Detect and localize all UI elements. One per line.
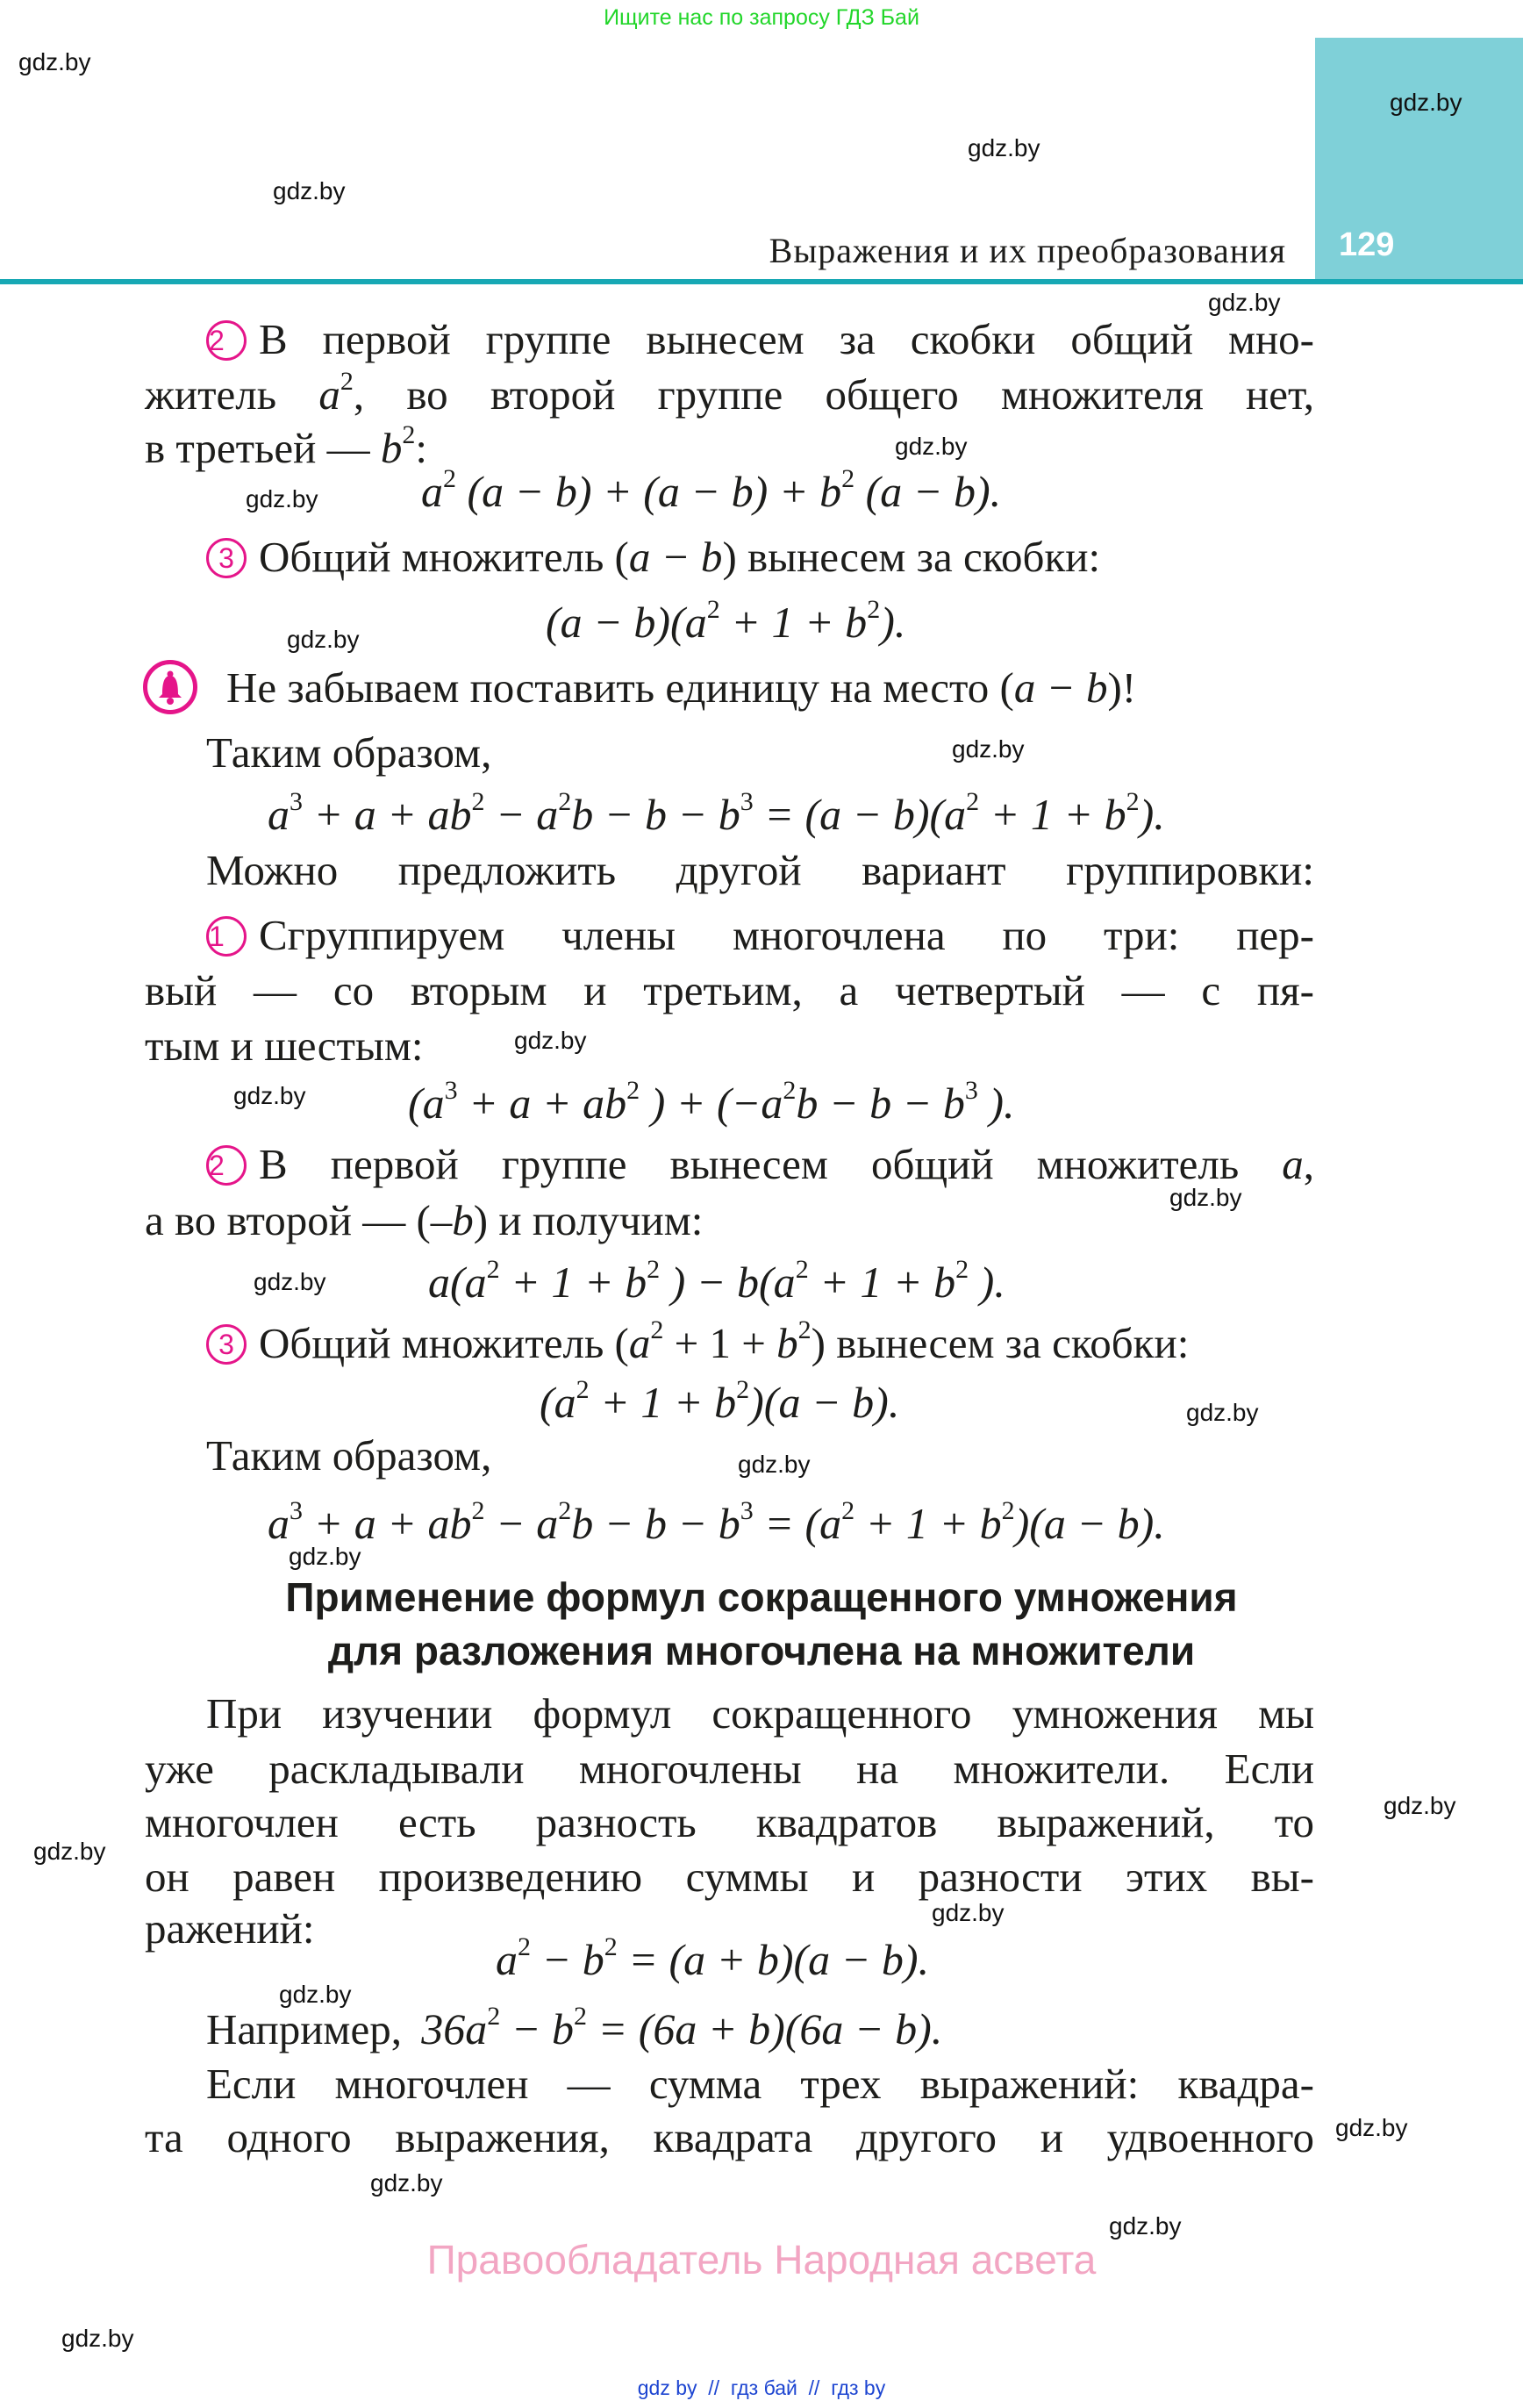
para1-line1: При изучении формул сокращенного умножения мы — [206, 1689, 1314, 1738]
text: , — [1303, 1140, 1314, 1188]
step2-line1 — [206, 313, 1314, 366]
copyright-notice: Правообладатель Народная асвета — [426, 2237, 1097, 2283]
watermark: gdz.by — [968, 134, 1040, 161]
page-number: 129 — [1339, 226, 1395, 263]
header-rule — [0, 279, 1523, 284]
step-number-3-icon: 3 — [206, 1324, 247, 1365]
para1-line4: он равен произведению суммы и разности этих вы- — [145, 1853, 1314, 1901]
watermark: gdz.by — [1109, 2212, 1182, 2240]
watermark: gdz.by — [279, 1981, 352, 2008]
step1b-line3: тым и шестым: — [145, 1021, 424, 1070]
text: )! — [1107, 663, 1137, 712]
step-number-1-icon: 1 — [206, 916, 247, 957]
text: житель — [145, 370, 277, 419]
running-title: Выражения и их преобразования — [769, 231, 1286, 270]
var: a − b — [628, 533, 723, 581]
text: ) вынесем за скобки: — [811, 1319, 1190, 1367]
text: ) вынесем за скобки: — [722, 533, 1101, 581]
watermark: gdz.by — [61, 2325, 134, 2352]
equation-4: ($a^3 + a + ab^2$ ) + ($-a^2b - b - b^3$ ). — [408, 1076, 1015, 1128]
step3b-line: 3 Общий множитель $(a^2 + 1 + b^2)$ вынесем за скобки: — [206, 1317, 1314, 1370]
watermark: gdz.by — [1186, 1399, 1259, 1426]
watermark: gdz.by — [287, 626, 360, 653]
equation-1: $a^2$ $(a - b) + (a - b) + b^2$ (a − b). — [421, 464, 1002, 516]
step3-line — [206, 531, 1314, 584]
footer-links[interactable]: gdz by // гдз бай // гдз by — [637, 2376, 886, 2399]
watermark: gdz.by — [895, 433, 968, 460]
text: Например, — [206, 2005, 402, 2053]
text: Не забываем поставить единицу на место ( — [226, 663, 1014, 712]
var: a − b — [1013, 663, 1108, 712]
watermark: gdz.by — [273, 177, 346, 204]
step2b-line2 — [145, 1194, 1314, 1247]
section-heading-line1: Применение формул сокращенного умножения — [285, 1574, 1238, 1620]
watermark: gdz.by — [738, 1451, 811, 1478]
equation-2: $(a - b)(a^2 + 1 + b^2)$. — [546, 595, 906, 647]
bell-icon — [143, 660, 197, 714]
step1b-line2: вый — со вторым и третьим, а четвертый — с пя- — [145, 966, 1314, 1014]
watermark: gdz.by — [254, 1268, 326, 1295]
watermark: gdz.by — [18, 48, 91, 75]
step1b-line1 — [206, 909, 1314, 962]
equation-6: $(a^2 + 1 + b^2)(a - b)$. — [540, 1375, 900, 1427]
watermark: gdz.by — [246, 485, 318, 512]
watermark: gdz.by — [952, 735, 1025, 763]
step-number-2-icon: 2 — [206, 320, 247, 361]
step2b-line1 — [206, 1138, 1314, 1191]
text: Общий множитель ( — [259, 1319, 629, 1367]
text: , во второй группе общего множителя нет, — [353, 370, 1314, 419]
example-line: Например, $36a^2 - b^2 = (6a + b)(6a - b)$. — [206, 2002, 943, 2053]
para2-line1: Если многочлен — сумма трех выражений: квадра- — [206, 2060, 1314, 2108]
equation-5: $a(a^2 + 1 + b^2$ ) − $b(a^2 + 1 + b^2$ ). — [428, 1255, 1005, 1307]
text: ) и получим: — [473, 1196, 704, 1244]
var: a — [318, 370, 340, 419]
text: Сгруппируем члены многочлена по три: пер- — [259, 911, 1314, 959]
search-banner: Ищите нас по запросу ГДЗ Бай — [604, 5, 919, 30]
text: В первой группе вынесем общий множитель — [259, 1140, 1240, 1188]
watermark: gdz.by — [932, 1899, 1005, 1926]
equation-8: $a^2 - b^2 = (a + b)(a - b)$. — [496, 1932, 930, 1984]
equation-7: $a^3 + a + ab^2 - a^2b - b - b^3 = (a^2 + 1 + b^2)(a - b)$. — [268, 1496, 1165, 1548]
note-text — [226, 662, 1314, 714]
step-number-3-icon: 3 — [206, 538, 247, 578]
watermark: gdz.by — [289, 1543, 361, 1570]
alt-grouping: Можно предложить другой вариант группировки: — [206, 846, 1314, 894]
text: а во второй — (– — [145, 1196, 453, 1244]
thus-1: Таким образом, — [206, 728, 492, 777]
var: b — [452, 1196, 474, 1244]
var: a — [1282, 1140, 1304, 1188]
sup: 2 — [340, 367, 354, 396]
para2-line2: та одного выражения, квадрата другого и удвоенного — [145, 2113, 1314, 2161]
para1-line5: ражений: — [145, 1904, 315, 1953]
para1-line2: уже раскладывали многочлены на множители. Если — [145, 1745, 1314, 1793]
step2-line2 — [145, 369, 1314, 421]
watermark: gdz.by — [233, 1082, 306, 1109]
var: b — [380, 424, 403, 472]
watermark: gdz.by — [1335, 2114, 1408, 2141]
watermark: gdz.by — [1208, 289, 1281, 316]
watermark: gdz.by — [1390, 89, 1462, 116]
thus-2: Таким образом, — [206, 1431, 492, 1480]
text: В первой группе вынесем за скобки общий мно- — [259, 315, 1314, 363]
watermark: gdz.by — [370, 2169, 443, 2197]
sup: 2 — [402, 420, 416, 449]
text: в третьей — — [145, 424, 370, 472]
watermark: gdz.by — [514, 1027, 587, 1054]
step-number-2-icon: 2 — [206, 1145, 247, 1186]
watermark: gdz.by — [33, 1838, 106, 1865]
equation-3: $a^3 + a + ab^2 - a^2b - b - b^3 = (a - b)(a^2 + 1 + b^2)$. — [268, 787, 1165, 839]
text: Общий множитель ( — [259, 533, 629, 581]
text: : — [415, 424, 428, 472]
watermark: gdz.by — [1169, 1184, 1242, 1211]
para1-line3: многочлен есть разность квадратов выражений, то — [145, 1798, 1314, 1846]
section-heading-line2: для разложения многочлена на множители — [327, 1628, 1196, 1673]
watermark: gdz.by — [1384, 1792, 1456, 1819]
